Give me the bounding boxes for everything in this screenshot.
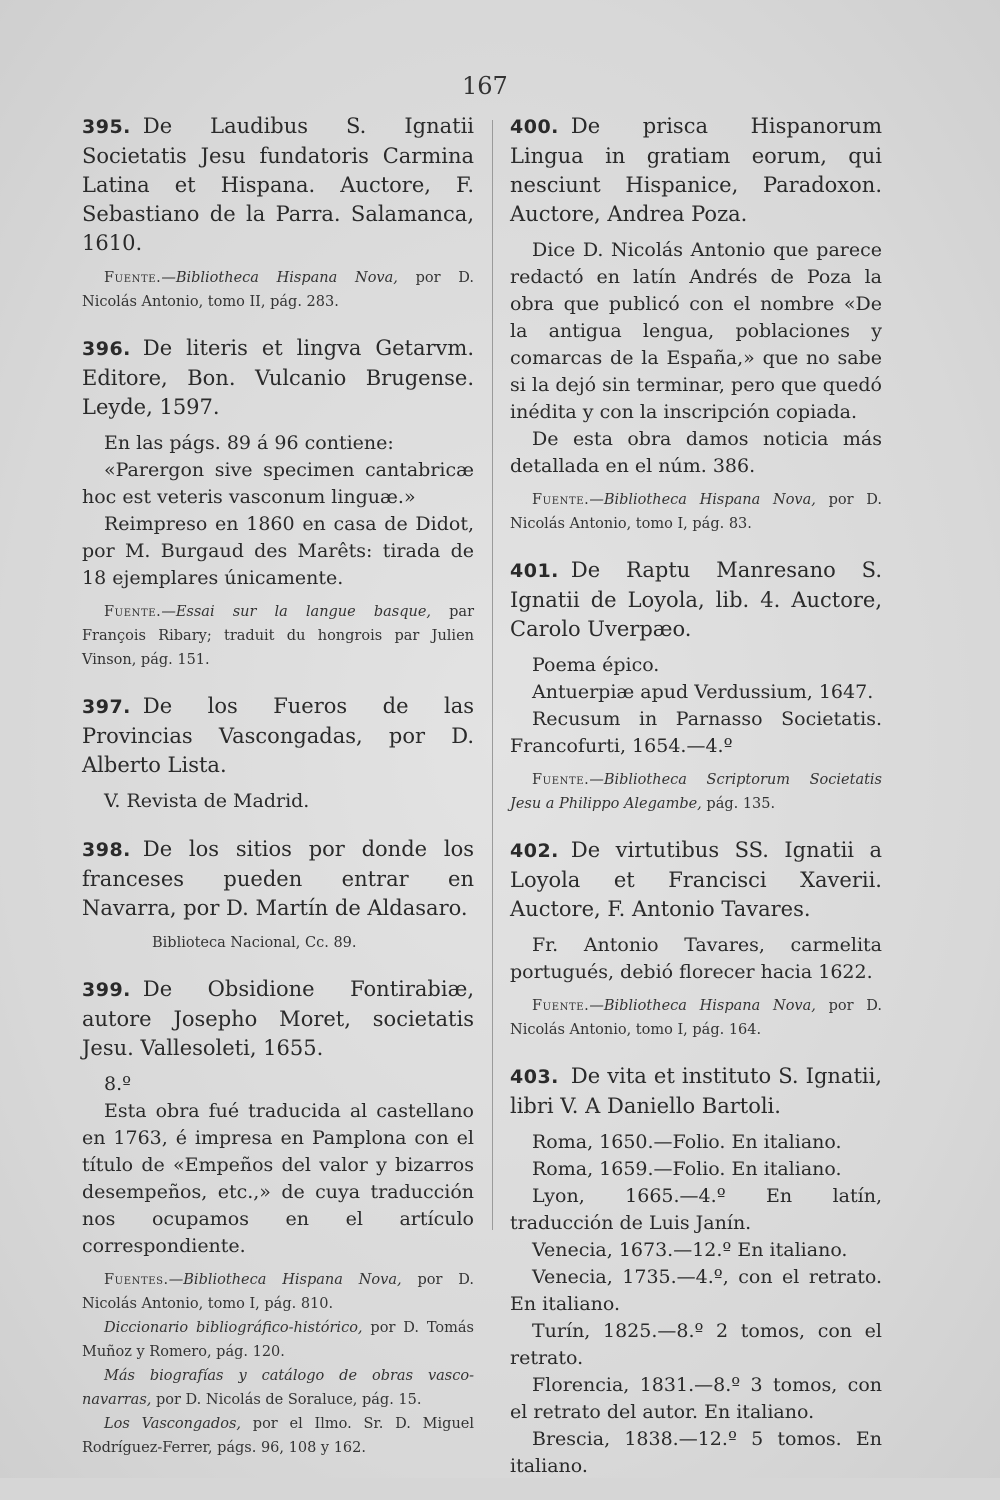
entry-number: 402. [510, 840, 559, 862]
source-note: Fuente.—Bibliotheca Hispana Nova, por D. Nicolás Antonio, tomo II, pág. 283. [82, 270, 474, 310]
source-note: Fuente.—Essai sur la langue basque, par François Ribary; traduit du hongrois par Julien Vinson, pág. 151. [82, 604, 475, 668]
entry-title: De literis et lingva Getarvm. Editore, Bon. Vulcanio Brugense. Leyde, 1597. [82, 336, 474, 419]
entry-number: 396. [82, 338, 131, 360]
entry-paragraph: Recusum in Parnasso Societatis. Francofurti, 1654.—4.º [510, 708, 882, 757]
entry-number: 399. [82, 979, 131, 1001]
entry-title: De los sitios por donde los franceses pueden entrar en Navarra, por D. Martín de Aldasaro. [82, 837, 474, 920]
source-note: Diccionario bibliográfico-histórico, por D. Tomás Muñoz y Romero, pág. 120. [82, 1320, 474, 1360]
edition-line: Florencia, 1831.—8.º 3 tomos, con el retrato del autor. En italiano. [510, 1374, 882, 1423]
edition-line: Roma, 1659.—Folio. En italiano. [532, 1158, 842, 1180]
source-note: Fuente.—Bibliotheca Hispana Nova, por D. Nicolás Antonio, tomo I, pág. 83. [510, 492, 882, 532]
source-note: Fuente.—Bibliotheca Scriptorum Societatis Jesu a Philippo Alegambe, pág. 135. [510, 772, 882, 812]
entry-title: De los Fueros de las Provincias Vascongadas, por D. Alberto Lista. [82, 694, 474, 777]
entry-number: 398. [82, 839, 131, 861]
edition-line: Roma, 1650.—Folio. En italiano. [532, 1131, 842, 1153]
entry-paragraph: Dice D. Nicolás Antonio que parece redactó en latín Andrés de Poza la obra que publicó con el nombre «De la antigua lengua, poblaciones y comarcas de la España,» que no sabe si la dejó sin terminar, pero que quedó inédita y con la inscripción copiada. [510, 239, 882, 423]
page-number: 167 [462, 72, 508, 100]
entry-paragraph: Fr. Antonio Tavares, carmelita portugués, debió florecer hacia 1622. [510, 934, 882, 983]
entry-403 [510, 1062, 882, 1480]
source-note: Fuente.—Bibliotheca Hispana Nova, por D. Nicolás Antonio, tomo I, pág. 164. [510, 998, 882, 1038]
right-column [510, 112, 882, 1500]
entry-paragraph: Antuerpiæ apud Verdussium, 1647. [532, 681, 874, 703]
entry-number: 401. [510, 560, 559, 582]
entry-paragraph: V. Revista de Madrid. [104, 790, 310, 812]
left-column [82, 112, 474, 1480]
edition-line: Venecia, 1673.—12.º En italiano. [532, 1239, 848, 1261]
entry-paragraph: «Parergon sive specimen cantabricæ hoc est veteris vasconum linguæ.» [82, 459, 474, 508]
edition-line: Venecia, 1735.—4.º, con el retrato. En italiano. [510, 1266, 882, 1315]
entry-title: De prisca Hispanorum Lingua in gratiam eorum, qui nesciunt Hispanice, Paradoxon. Auctore, Andrea Poza. [510, 114, 882, 226]
entry-title: De vita et instituto S. Ignatii, libri V. A Daniello Bartoli. [510, 1064, 882, 1118]
entry-401 [510, 556, 882, 816]
edition-line: Brescia, 1838.—12.º 5 tomos. En italiano. [510, 1428, 882, 1477]
entry-title: De virtutibus SS. Ignatii a Loyola et Francisci Xaverii. Auctore, F. Antonio Tavares. [510, 838, 882, 921]
entry-paragraph: Esta obra fué traducida al castellano en 1763, é impresa en Pamplona con el título de «Empeños del valor y bizarros desempeños, etc.,» de cuya traducción nos ocupamos en el artículo correspondiente. [82, 1100, 474, 1257]
entry-400 [510, 112, 882, 536]
edition-line: Lyon, 1665.—4.º En latín, traducción de Luis Janín. [510, 1185, 882, 1234]
entry-395 [82, 112, 474, 314]
entry-399 [82, 975, 474, 1460]
entry-397 [82, 692, 474, 815]
entry-402 [510, 836, 882, 1042]
entry-title: De Obsidione Fontirabiæ, autore Josepho Moret, societatis Jesu. Vallesoleti, 1655. [82, 977, 474, 1060]
entry-number: 397. [82, 696, 131, 718]
edition-line: Turín, 1825.—8.º 2 tomos, con el retrato. [510, 1320, 882, 1369]
entry-396 [82, 334, 474, 672]
entry-title: De Raptu Manresano S. Ignatii de Loyola, lib. 4. Auctore, Carolo Uverpæo. [510, 558, 882, 641]
source-note: Biblioteca Nacional, Cc. 89. [152, 935, 357, 951]
entry-number: 395. [82, 116, 131, 138]
source-note: Los Vascongados, por el Ilmo. Sr. D. Miguel Rodríguez-Ferrer, págs. 96, 108 y 162. [82, 1416, 474, 1456]
entry-398 [82, 835, 474, 955]
entry-number: 403. [510, 1066, 559, 1088]
entry-paragraph: 8.º [104, 1073, 132, 1095]
entry-number: 400. [510, 116, 559, 138]
source-note: Fuentes.—Bibliotheca Hispana Nova, por D. Nicolás Antonio, tomo I, pág. 810. [82, 1272, 474, 1312]
entry-paragraph: Poema épico. [532, 654, 660, 676]
entry-paragraph: De esta obra damos noticia más detallada en el núm. 386. [510, 428, 882, 477]
source-note: Más biografías y catálogo de obras vasco-navarras, por D. Nicolás de Soraluce, pág. 15. [82, 1368, 474, 1408]
entry-title: De Laudibus S. Ignatii Societatis Jesu fundatoris Carmina Latina et Hispana. Auctore, F. Sebastiano de la Parra. Salamanca, 1610. [82, 114, 474, 255]
entry-paragraph: En las págs. 89 á 96 contiene: [104, 432, 394, 454]
column-divider [492, 120, 493, 1230]
entry-paragraph: Reimpreso en 1860 en casa de Didot, por M. Burgaud des Marêts: tirada de 18 ejemplares únicamente. [82, 513, 474, 589]
